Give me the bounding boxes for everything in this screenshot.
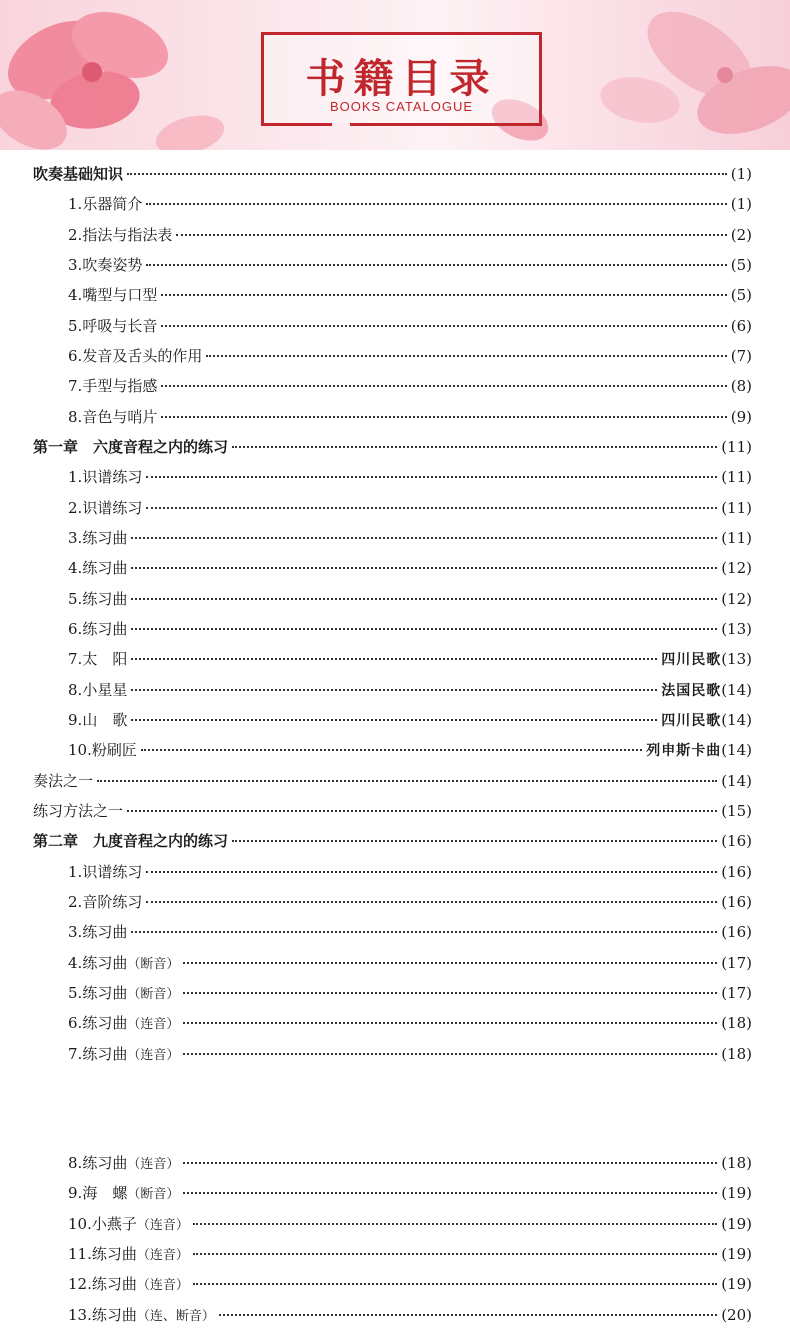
toc-entry-title: 练习曲	[82, 619, 128, 638]
toc-entry-title: 小星星	[82, 680, 128, 699]
dot-leader	[232, 446, 717, 448]
toc-entry-title: 粉刷匠	[91, 741, 137, 760]
toc-entry-page: (18)	[721, 1044, 752, 1063]
toc-entry-source: 列申斯卡曲	[646, 743, 722, 760]
toc-entry-page: (11)	[721, 498, 752, 517]
toc-entry-number: 3.	[68, 923, 83, 942]
toc-entry	[68, 280, 752, 310]
toc-entry-number: 13.	[68, 1305, 92, 1324]
toc-entry-page: (16)	[721, 862, 752, 881]
toc-entry	[68, 735, 752, 765]
toc-entry-page: (14)	[721, 741, 752, 760]
toc-entry	[68, 1178, 752, 1208]
toc-entry-title: 练习曲	[91, 1275, 137, 1294]
toc-entry	[68, 250, 752, 280]
toc-entry-number: 1.	[68, 195, 83, 214]
toc-entry-title: 山 歌	[82, 710, 128, 729]
toc-entry-number: 6.	[68, 346, 83, 365]
toc-entry	[68, 1008, 752, 1038]
toc-entry-page: (5)	[730, 286, 752, 305]
toc-entry-note: （断音）	[127, 1187, 180, 1203]
toc-entry	[33, 159, 752, 189]
toc-entry-title: 识谱练习	[82, 468, 143, 487]
toc-entry	[68, 1148, 752, 1178]
dot-leader	[131, 628, 717, 630]
toc-entry-number: 8.	[68, 680, 83, 699]
toc-entry	[68, 1209, 752, 1239]
toc-entry	[68, 523, 752, 553]
toc-entry-title: 第二章 九度音程之内的练习	[33, 832, 229, 851]
toc-entry-page: (14)	[721, 771, 752, 790]
toc-entry	[68, 584, 752, 614]
toc-entry-page: (12)	[721, 559, 752, 578]
dot-leader	[127, 173, 727, 175]
toc-entry	[68, 644, 752, 674]
toc-entry	[68, 341, 752, 371]
toc-entry	[68, 371, 752, 401]
dot-leader	[206, 355, 726, 357]
toc-entry	[33, 826, 752, 856]
dot-leader	[161, 325, 726, 327]
toc-entry-title: 乐器简介	[82, 195, 143, 214]
toc-entry-page: (15)	[721, 801, 752, 820]
toc-entry-title: 指法与指法表	[82, 225, 173, 244]
toc-entry-note: （断音）	[127, 956, 180, 972]
toc-entry	[68, 311, 752, 341]
toc-entry-page: (11)	[721, 528, 752, 547]
toc-entry-number: 3.	[68, 528, 83, 547]
toc-entry-number: 9.	[68, 710, 83, 729]
dot-leader	[131, 931, 717, 933]
toc-entry-title: 练习曲	[82, 983, 128, 1002]
toc-entry-number: 5.	[68, 983, 83, 1002]
dot-leader	[131, 567, 717, 569]
toc-entry-number: 12.	[68, 1275, 92, 1294]
toc-entry-number: 4.	[68, 559, 83, 578]
toc-entry-page: (16)	[721, 923, 752, 942]
dot-leader	[193, 1283, 717, 1285]
dot-leader	[193, 1223, 717, 1225]
dot-leader	[127, 810, 717, 812]
toc-entry-page: (6)	[730, 316, 752, 335]
dot-leader	[161, 385, 726, 387]
toc-entry-title: 音色与哨片	[82, 407, 158, 426]
toc-entry	[68, 1239, 752, 1269]
toc-entry-number: 6.	[68, 619, 83, 638]
toc-entry-title: 练习曲	[91, 1244, 137, 1263]
toc-entry	[68, 1269, 752, 1299]
toc-entry-note: （连音）	[136, 1278, 189, 1294]
toc-entry-page: (14)	[721, 680, 752, 699]
page-subtitle: BOOKS CATALOGUE	[329, 99, 474, 114]
toc-entry	[68, 220, 752, 250]
toc-entry	[68, 493, 752, 523]
dot-leader	[232, 840, 717, 842]
toc-entry-page: (19)	[721, 1244, 752, 1263]
toc-entry-number: 7.	[68, 650, 83, 669]
toc-entry-number: 10.	[68, 1214, 92, 1233]
toc-entry	[68, 614, 752, 644]
toc-entry-title: 练习方法之一	[33, 801, 124, 820]
dot-leader	[183, 962, 717, 964]
dot-leader	[131, 719, 657, 721]
dot-leader	[183, 1053, 717, 1055]
toc-entry-page: (12)	[721, 589, 752, 608]
toc-entry-source: 四川民歌	[661, 712, 722, 729]
toc-entry-page: (11)	[721, 468, 752, 487]
toc-entry-number: 10.	[68, 741, 92, 760]
dot-leader	[183, 992, 717, 994]
dot-leader	[146, 476, 717, 478]
toc-entry-number: 2.	[68, 892, 83, 911]
toc-entry-title: 手型与指感	[82, 377, 158, 396]
dot-leader	[131, 537, 717, 539]
toc-entry	[68, 402, 752, 432]
toc-entry	[68, 705, 752, 735]
toc-entry-title: 奏法之一	[33, 771, 94, 790]
toc-entry-page: (9)	[730, 407, 752, 426]
toc-entry-page: (5)	[730, 255, 752, 274]
dot-leader	[131, 598, 717, 600]
toc-entry-note: （连、断音）	[136, 1308, 215, 1324]
toc-entry-page: (8)	[730, 377, 752, 396]
toc-entry-title: 识谱练习	[82, 498, 143, 517]
toc-entry-note: （连音）	[136, 1247, 189, 1263]
toc-entry	[68, 1300, 752, 1330]
toc-entry-number: 5.	[68, 316, 83, 335]
toc-entry-number: 2.	[68, 498, 83, 517]
toc-entry	[68, 978, 752, 1008]
toc-entry-page: (17)	[721, 953, 752, 972]
toc-entry-note: （连音）	[127, 1157, 180, 1172]
toc-entry	[68, 1039, 752, 1069]
toc-entry-note: （断音）	[127, 986, 180, 1002]
dot-leader	[146, 871, 717, 873]
dot-leader	[141, 749, 642, 751]
toc-entry-number: 7.	[68, 377, 83, 396]
dot-leader	[146, 264, 726, 266]
toc-entry-title: 呼吸与长音	[82, 316, 158, 335]
dot-leader	[161, 294, 726, 296]
toc-entry-title: 练习曲	[91, 1305, 137, 1324]
toc-entry-note: （连音）	[136, 1217, 189, 1233]
toc-entry-source: 四川民歌	[661, 652, 722, 669]
toc-entry-title: 练习曲	[82, 528, 128, 547]
toc-entry-page: (7)	[730, 346, 752, 365]
toc-entry-page: (19)	[721, 1275, 752, 1294]
toc-entry-note: （连音）	[127, 1047, 180, 1063]
toc-entry-source: 法国民歌	[661, 682, 722, 699]
dot-leader	[183, 1162, 717, 1164]
toc-entry	[68, 917, 752, 947]
dot-leader	[146, 203, 726, 205]
toc-entry-number: 4.	[68, 286, 83, 305]
toc-entry	[68, 553, 752, 583]
toc-entry-title: 音阶练习	[82, 892, 143, 911]
toc-entry-page: (13)	[721, 619, 752, 638]
toc-entry-title: 第一章 六度音程之内的练习	[33, 437, 229, 456]
toc-entry-title: 练习曲	[82, 923, 128, 942]
toc-entry-page: (17)	[721, 983, 752, 1002]
toc-entry-title: 练习曲	[82, 1044, 128, 1063]
title-frame	[261, 32, 542, 126]
toc-entry-number: 8.	[68, 407, 83, 426]
toc-entry-page: (16)	[721, 892, 752, 911]
dot-leader	[131, 658, 657, 660]
toc-entry-number: 11.	[68, 1244, 92, 1263]
toc-entry	[68, 948, 752, 978]
toc-entry	[68, 675, 752, 705]
toc-entry-page: (14)	[721, 710, 752, 729]
toc-entry-number: 6.	[68, 1014, 83, 1033]
toc-entry-page: (1)	[730, 165, 752, 183]
toc-entry-title: 练习曲	[82, 559, 128, 578]
toc-entry-title: 练习曲	[82, 589, 128, 608]
dot-leader	[161, 416, 726, 418]
toc-entry-number: 5.	[68, 589, 83, 608]
toc-entry-title: 练习曲	[82, 953, 128, 972]
toc-entry	[33, 766, 752, 796]
toc-entry	[68, 857, 752, 887]
toc-entry-page: (1)	[730, 195, 752, 214]
dot-leader	[193, 1253, 717, 1255]
toc-entry-title: 小燕子	[91, 1214, 137, 1233]
toc-entry-title: 吹奏基础知识	[33, 165, 124, 183]
toc-entry-page: (19)	[721, 1184, 752, 1203]
toc-entry	[33, 432, 752, 462]
toc-entry-number: 9.	[68, 1184, 83, 1203]
dot-leader	[146, 901, 717, 903]
toc-entry	[68, 887, 752, 917]
toc-entry-title: 识谱练习	[82, 862, 143, 881]
toc-entry-page: (2)	[730, 225, 752, 244]
toc-entry-title: 练习曲	[82, 1154, 128, 1172]
toc-entry-page: (18)	[721, 1154, 752, 1172]
toc-entry-number: 1.	[68, 468, 83, 487]
dot-leader	[183, 1192, 717, 1194]
toc-entry-number: 1.	[68, 862, 83, 881]
toc-entry-number: 3.	[68, 255, 83, 274]
dot-leader	[176, 234, 726, 236]
dot-leader	[97, 780, 717, 782]
toc-entry-title: 嘴型与口型	[82, 286, 158, 305]
toc-entry-title: 发音及舌头的作用	[82, 346, 203, 365]
toc-entry-page: (16)	[721, 832, 752, 851]
toc-entry-title: 太 阳	[82, 650, 128, 669]
dot-leader	[146, 507, 717, 509]
toc-entry	[33, 796, 752, 826]
toc-entry	[68, 189, 752, 219]
toc-entry-title: 吹奏姿势	[82, 255, 143, 274]
toc-entry-note: （连音）	[127, 1017, 180, 1033]
toc-entry-page: (19)	[721, 1214, 752, 1233]
toc-entry-number: 8.	[68, 1154, 83, 1172]
dot-leader	[219, 1314, 717, 1316]
toc-entry-page: (11)	[721, 437, 752, 456]
dot-leader	[183, 1022, 717, 1024]
toc-entry-page: (18)	[721, 1014, 752, 1033]
toc-entry-title: 海 螺	[82, 1184, 128, 1203]
toc-entry	[68, 462, 752, 492]
toc-entry-page: (13)	[721, 650, 752, 669]
toc-entry-page: (20)	[721, 1305, 752, 1324]
toc-entry-number: 7.	[68, 1044, 83, 1063]
toc-entry-number: 4.	[68, 953, 83, 972]
toc-entry-number: 2.	[68, 225, 83, 244]
toc-entry-title: 练习曲	[82, 1014, 128, 1033]
page-title: 书籍目录	[305, 56, 498, 102]
dot-leader	[131, 689, 657, 691]
